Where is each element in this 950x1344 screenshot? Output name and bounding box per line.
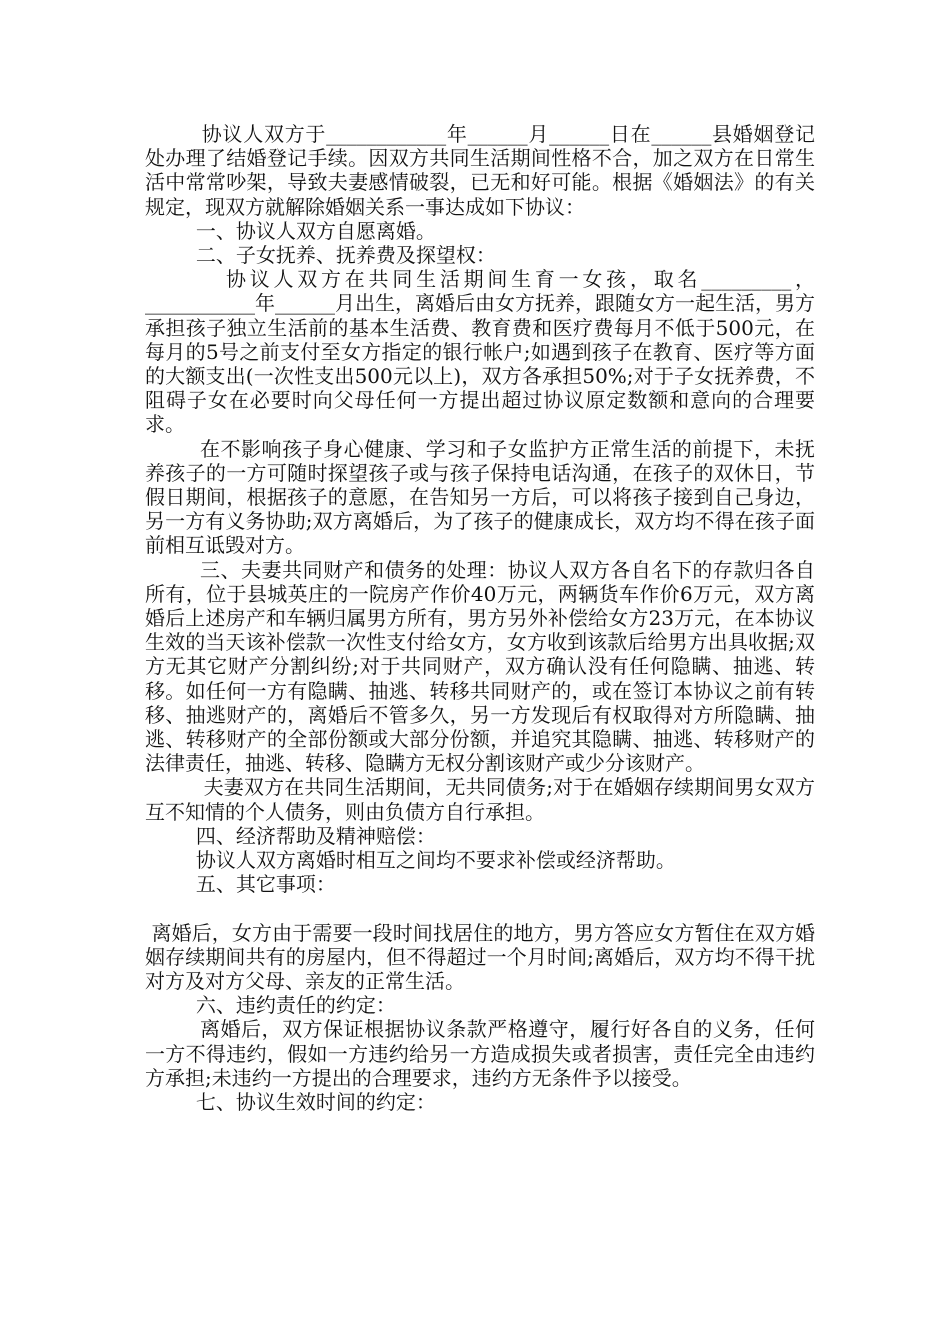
paragraph-section-5-heading: 五、其它事项： bbox=[145, 872, 336, 897]
paragraph-other-matters: 离婚后，女方由于需要一段时间找居住的地方，男方答应女方暂住在双方婚姻存续期间共有的房屋内，但不得超过一个月时间;离婚后，双方均不得干扰对方及对方父母、亲友的正常生活。 bbox=[145, 920, 815, 993]
document-page bbox=[145, 122, 815, 1114]
paragraph-section-2-heading: 二、子女抚养、抚养费及探望权： bbox=[145, 243, 496, 268]
paragraph-intro: 协议人双方于____________年______月______日在______县婚姻登记处办理了结婚登记手续。因双方共同生活期间性格不合，加之双方在日常生活中常常吵架，导致夫妻感情破裂，已无和好可能。根据《婚姻法》的有关规定，现双方就解除婚姻关系一事达成如下协议： bbox=[145, 122, 816, 219]
paragraph-breach: 离婚后，双方保证根据协议条款严格遵守，履行好各自的义务，任何一方不得违约，假如一方违约给另一方造成损失或者损害，责任完全由违约方承担;未违约一方提出的合理要求，违约方无条件予以接受。 bbox=[145, 1017, 816, 1090]
paragraph-section-1: 一、协议人双方自愿离婚。 bbox=[145, 218, 436, 243]
paragraph-child-support: 协议人双方在共同生活期间生育一女孩，取名_________，___________年______月出生，离婚后由女方抚养，跟随女方一起生活，男方承担孩子独立生活前的基本生活费、教育费和医疗费每月不低于500元，在每月的5号之前支付至女方指定的银行帐户;如遇到孩子在教育、医疗等方面的大额支出(一次性支出500元以上)，双方各承担50%;对于子女抚养费，不阻碍子女在必要时向父母任何一方提出超过协议原定数额和意向的合理要求。 bbox=[145, 267, 816, 437]
paragraph-section-4-heading: 四、经济帮助及精神赔偿： bbox=[145, 823, 436, 848]
paragraph-compensation: 协议人双方离婚时相互之间均不要求补偿或经济帮助。 bbox=[145, 848, 676, 873]
paragraph-section-7-heading: 七、协议生效时间的约定： bbox=[145, 1089, 436, 1114]
blank-line bbox=[145, 897, 815, 921]
paragraph-visitation: 在不影响孩子身心健康、学习和子女监护方正常生活的前提下，未抚养孩子的一方可随时探望孩子或与孩子保持电话沟通，在孩子的双休日，节假日期间，根据孩子的意愿，在告知另一方后，可以将孩子接到自己身边，另一方有义务协助;双方离婚后，为了孩子的健康成长，双方均不得在孩子面前相互诋毁对方。 bbox=[145, 436, 816, 558]
paragraph-property: 三、夫妻共同财产和债务的处理：协议人双方各自名下的存款归各自所有，位于县城英庄的一院房产作价40万元，两辆货车作价6万元，双方离婚后上述房产和车辆归属男方所有，男方另外补偿给女方23万元，在本协议生效的当天该补偿款一次性支付给女方，女方收到该款后给男方出具收据;双方无其它财产分割纠纷;对于共同财产，双方确认没有任何隐瞒、抽逃、转移。如任何一方有隐瞒、抽逃、转移共同财产的，或在签订本协议之前有转移、抽逃财产的，离婚后不管多久，另一方发现后有权取得对方所隐瞒、抽逃、转移财产的全部份额或大部分份额，并追究其隐瞒、抽逃、转移财产的法律责任，抽逃、转移、隐瞒方无权分割该财产或少分该财产。 bbox=[145, 557, 816, 776]
paragraph-debts: 夫妻双方在共同生活期间，无共同债务;对于在婚姻存续期间男女双方互不知情的个人债务，则由负债方自行承担。 bbox=[145, 775, 815, 824]
paragraph-section-6-heading: 六、违约责任的约定： bbox=[145, 993, 396, 1018]
